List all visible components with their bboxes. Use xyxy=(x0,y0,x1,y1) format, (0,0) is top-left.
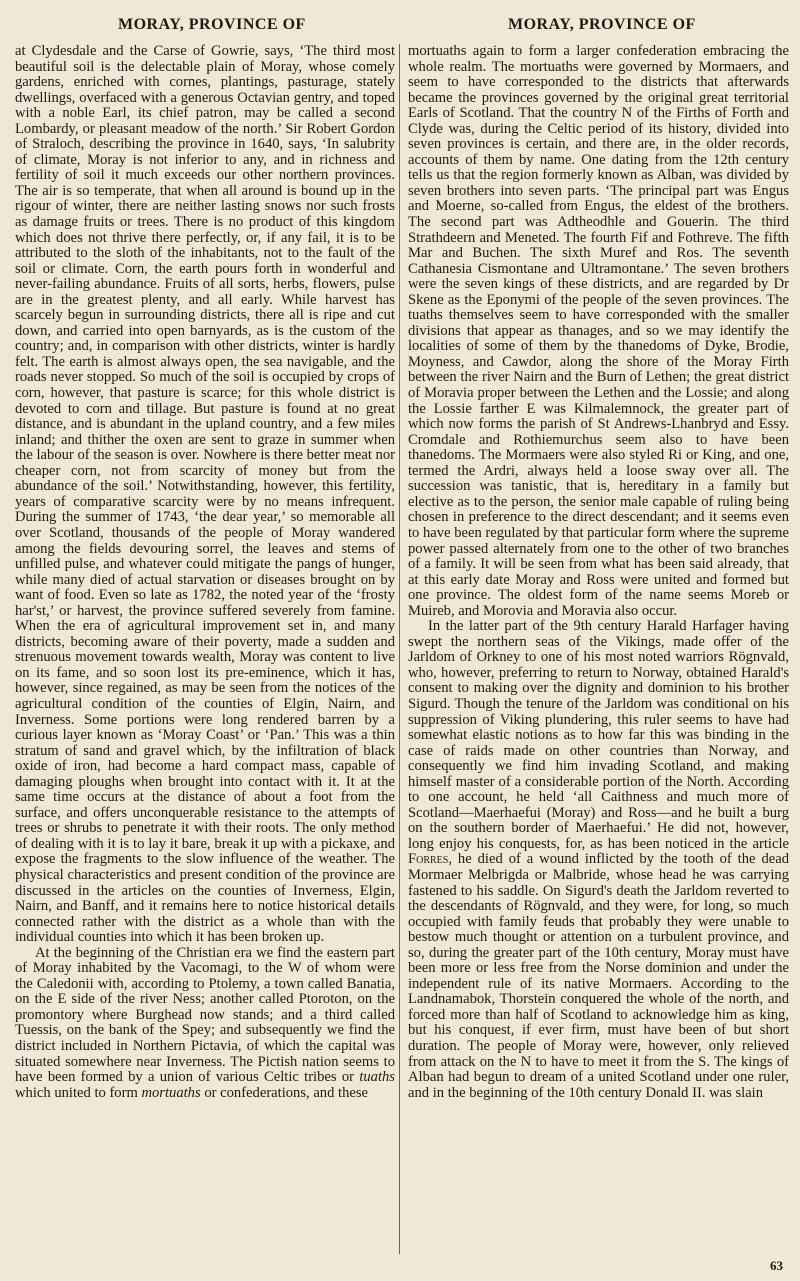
right-column xyxy=(408,44,789,1236)
left-column xyxy=(15,44,395,1249)
term-tuaths: tuaths xyxy=(359,1069,395,1086)
right-paragraph-2 xyxy=(408,619,789,1101)
right-paragraph-1: mortuaths again to form a larger confederation embracing the whole realm. The mortuaths were governed by Mormaers, and seem to have corresponded to the districts that afterwards became the provinces governed by the original great territorial Earls of Scotland. That the country N of the Firths of Forth and Clyde was, during the Celtic period of its history, divided into seven provinces is certain, and there are, in the older records, accounts of them by name. One dating from the 12th century tells us that the region formerly known as Alban, was divided by seven brothers into seven parts. ‘The principal part was Engus and Moerne, so-called from Engus, the eldest of the brothers. The second part was Adtheodhle and Gouerin. The third Strathdeern and Meneted. The fourth Fif and Fothreve. The fifth Mar and Buchen. The sixth Muref and Ros. The seventh Cathanesia Cismontane and Ultramontane.’ The seven brothers were the seven kings of these districts, and are regarded by Dr Skene as the Eponymi of the people of the seven provinces. The tuaths themselves seem to have corresponded with the smaller divisions that appear as thanages, and so we may identify the localities of some of them by the thanedoms of Dyke, Brodie, Moyness, and Cawdor, along the shore of the Moray Firth between the river Nairn and the Burn of Lethen; the great district of Moravia proper between the Lethen and the Lossie; and along the Lossie farther E was Kilmalemnock, the greater part of which now forms the parish of St Andrews-Lhanbryd and Essy. Cromdale and Rothiemurchus seem also to have been thanedoms. The Mormaers were also styled Ri or King, and one, termed the Ardri, always held a loose sway over all. The succession was tanistic, that is, hereditary in a family but elective as to the person, the senior male capable of ruling being chosen in preference to the direct descendant; and it seems even to have been regulated by that particular form where the supreme power passed alternately from one to the other of two branches of a family. It will be seen from what has been said already, that at this early date Moray and Ross were united and formed but one province. The oldest form of the name seems Moreb or Muireb, and Morovia and Moravia also occur. xyxy=(408,44,789,619)
left-paragraph-2 xyxy=(15,946,395,1101)
right-running-head: MORAY, PROVINCE OF xyxy=(508,16,696,33)
column-divider xyxy=(399,44,400,1254)
left-running-head: MORAY, PROVINCE OF xyxy=(118,16,306,33)
cross-reference-forres: Forres xyxy=(408,851,449,868)
right-paragraph-2-text-a: In the latter part of the 9th century Harald Harfager having swept the northern seas of the Vikings, made offer of the Jarldom of Orkney to one of his most noted warriors Rögnvald, who, however, preferring to return to Norway, obtained Harald's consent to making over the dignity and dominion to his brother Sigurd. Though the tenure of the Jarldom was conditional on his suppression of Viking plundering, this ruler seems to have had somewhat elastic notions as to how far this was binding in the case of raids made on other countries than Norway, and consequently we find him invading Scotland, and making himself master of a considerable portion of the North. According to one account, he held ‘all Caithness and much more of Scotland—Maerhaefui (Moray) and Ross—and he built a burg on the southern border of Maerhaefui.’ He did not, however, long enjoy his conquests, for, as has been noticed in the article xyxy=(408,618,789,852)
left-paragraph-2-text-b: which united to form xyxy=(15,1084,138,1101)
page-number: 63 xyxy=(770,1258,783,1273)
left-paragraph-2-text-c: or confederations, and these xyxy=(204,1084,369,1101)
left-paragraph-1: at Clydesdale and the Carse of Gowrie, says, ‘The third most beautiful soil is the delectable plain of Moray, whose comely gardens, enriched with cornes, plantings, pasturage, stately dwellings, overfaced with a generous Octavian gentry, and toped with a noble Earl, its chief patron, may be called a second Lombardy, or pleasant meadow of the north.’ Sir Robert Gordon of Straloch, describing the province in 1640, says, ‘In salubrity of climate, Moray is not inferior to any, and in richness and fertility of soil it much exceeds our other northern provinces. The air is so temperate, that when all around is bound up in the rigour of winter, there are neither lasting snows nor such frosts as damage fruits or trees. There is no product of this kingdom which does not thrive there perfectly, or, if any fail, it is to be attributed to the sloth of the inhabitants, not to the fault of the soil or climate. Corn, the earth pours forth in wonderful and never-failing abundance. Fruits of all sorts, herbs, flowers, pulse are in the greatest plenty, and all early. While harvest has scarcely begun in surrounding districts, there all is ripe and cut down, and carried into open barnyards, as is the custom of the country; and, in comparison with other districts, winter is hardly felt. The earth is almost always open, the sea navigable, and the roads never stopped. So much of the soil is occupied by crops of corn, however, that pasture is scarce; for this whole district is devoted to corn and tillage. But pasture is found at no great distance, and is abundant in the upland country, and a few miles inland; and thither the oxen are sent to graze in summer when the labour of the season is over. Nowhere is there better meat nor cheaper corn, not from scarcity of money but from the abundance of the soil.’ Notwithstanding, however, this fertility, years of comparative scarcity were by no means infrequent. During the summer of 1743, ‘the dear year,’ so memorable all over Scotland, thousands of the people of Moray wandered among the fields devouring sorrel, the leaves and stems of unfilled pulse, and whatever could mitigate the pangs of hunger, while many died of actual starvation or diseases brought on by want of food. Even so late as 1782, the noted year of the ‘frosty har'st,’ or harvest, the province suffered severely from famine. When the era of agricultural improvement set in, and many districts, becoming aware of their poverty, made a sudden and strenuous movement towards wealth, Moray was content to live on its fame, and so soon lost its pre-eminence, which it has, however, since regained, as may be seen from the notices of the agricultural condition of the counties of Elgin, Nairn, and Inverness. Some portions were long rendered barren by a curious layer known as ‘Moray Coast’ or ‘Pan.’ This was a thin stratum of sand and gravel which, by the infiltration of black oxide of iron, had become a hard compact mass, capable of damaging ploughs when brought into contact with it. It at the same time occurs at the distance of about a foot from the surface, and offers unconquerable resistance to the attempts of trees or shrubs to penetrate it with their roots. The only method of dealing with it is to lay it bare, break it up with a pickaxe, and expose the fragments to the slow influence of the weather. The physical characteristics and present condition of the province are discussed in the articles on the counties of Inverness, Elgin, Nairn, and Banff, and it remains here to notice historical details connected rather with the district as a whole than with the individual counties into which it has been broken up. xyxy=(15,44,395,946)
term-mortuaths: mortuaths xyxy=(141,1084,201,1101)
left-paragraph-2-text-a: At the beginning of the Christian era we find the eastern part of Moray inhabited by the Vacomagi, to the W of whom were the Caledonii with, according to Ptolemy, a town called Banatia, on the E side of the river Ness; another called Ptoroton, on the promontory where Burghead now stands; and a third called Tuessis, on the bank of the Spey; and subsequently we find the district included in Northern Pictavia, of which the capital was situated somewhere near Inverness. The Pictish nation seems to have been formed by a union of various Celtic tribes or xyxy=(15,944,395,1086)
right-paragraph-2-text-b: , he died of a wound inflicted by the tooth of the dead Mormaer Melbrigda or Malbride, whose head he was carrying fastened to his saddle. On Sigurd's death the Jarldom reverted to the descendants of Rögnvald, and they were, for long, so much occupied with family feuds that probably they were unable to bestow much thought or attention on a turbulent province, and so, during the greater part of the 10th century, Moray must have been more or less free from the Norse dominion and under the independent rule of its native Mormaers. According to the Landnamabok, Thorstein conquered the whole of the north, and forced more than half of Scotland to acknowledge him as king, but his conquest, if ever firm, must have been of but short duration. The people of Moray were, however, only relieved from attack on the N to have to meet it from the S. The kings of Alban had begun to dream of a united Scotland under one ruler, and in the beginning of the 10th century Donald II. was slain xyxy=(408,851,789,1101)
running-header xyxy=(0,16,800,40)
